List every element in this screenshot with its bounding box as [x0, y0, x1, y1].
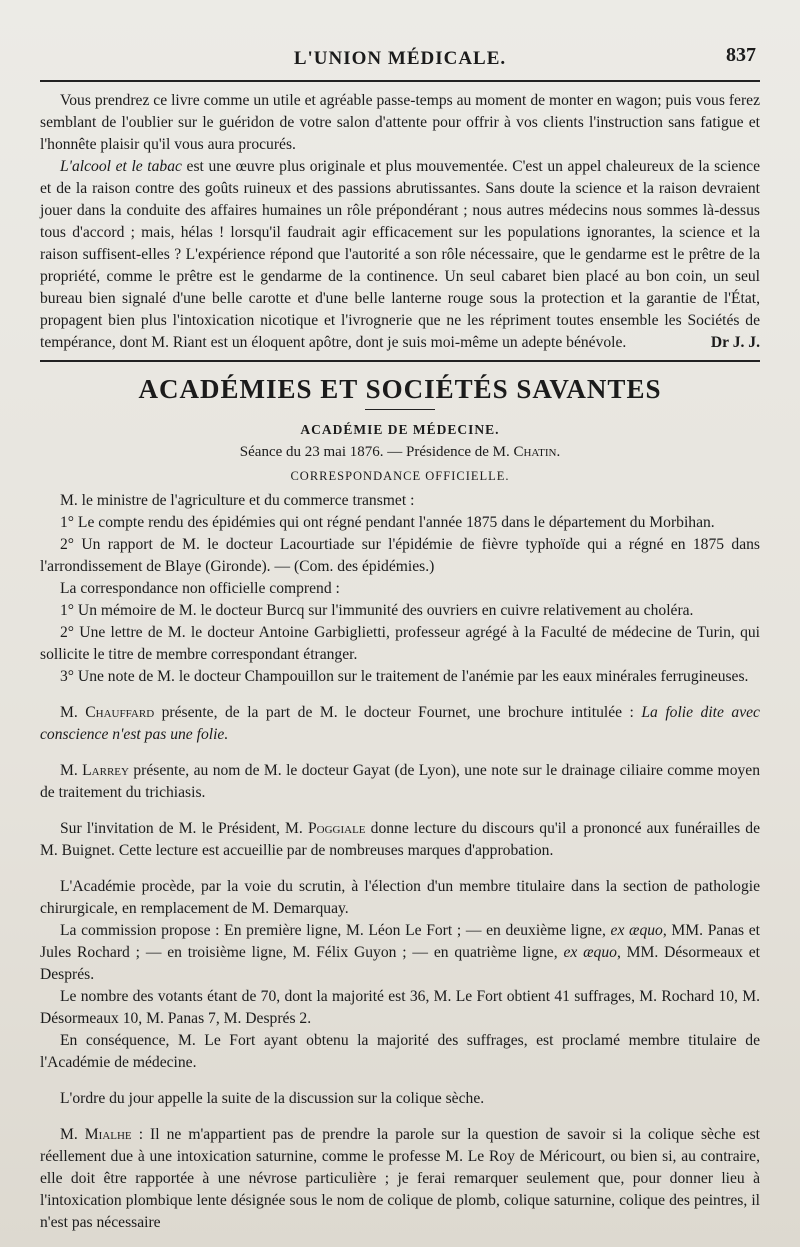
- review-paragraph: Vous prendrez ce livre comme un utile et agréable passe-temps au moment de monter en wagon; puis vous ferez semblant de l'oublier sur le guéridon de votre salon d'attente pour offrir à vos clients l'instruction sans fatigue et l'honnête plaisir qu'il vous aura procurés.: [40, 92, 760, 153]
- session-text: Séance du 23 mai 1876. — Présidence de M.: [239, 444, 514, 460]
- minutes-paragraph: [40, 920, 760, 986]
- minutes-text: : Il ne m'appartient pas de prendre la parole sur la question de savoir si la colique sèche est réellement due à une intoxication saturnine, comme le professe M. Le Roy de Méricourt, ou bien si, au contraire, elle doit être rapportée à une névrose particulière ; je ferai remarquer seulement que, pour donner lieu à l'intoxication plombique lente désignée sous le nom de colique de plomb, colique saturnine, colique des peintres, il n'est pas nécessaire: [40, 1126, 760, 1231]
- minutes-text: La commission propose : En première ligne, M. Léon Le Fort ; — en deuxième ligne,: [60, 922, 611, 939]
- title-rule: [365, 409, 435, 410]
- review-text: est une œuvre plus originale et plus mouvementée. C'est un appel chaleureux de la science et de la raison contre des goûts ruineux et des passions abrutissantes. Sans doute la science et la raison devraient jouer dans la conduite des affaires humaines un rôle prépondérant ; nous autres médecins nous sommes là-dessus tous d'accord ; mais, hélas ! lorsqu'il faudrait agir efficacement sur les populations ignorantes, la science et la raison suffisent-elles ? L'expérience répond que l'autorité a son rôle nécessaire, que le gendarme est le prêtre de la propriété, comme le prêtre est le gendarme de la continence. Un seul cabaret bien placé au bon coin, un seul bureau bien signalé d'une belle carotte et d'une belle lanterne rouge sous la protection et la garantie de l'État, propagent bien plus l'intoxication nicotique et l'ivrognerie que ne les répriment toutes ensemble les Sociétés de tempérance, dont M. Riant est un éloquent apôtre, dont je suis moi-même un adepte bénévole.: [40, 158, 760, 351]
- book-review: [40, 90, 760, 354]
- latin-term: ex æquo: [563, 944, 617, 961]
- book-title: L'alcool et le tabac: [60, 158, 182, 175]
- speaker-name: M. Chauffard: [60, 704, 155, 721]
- minutes-text: présente, au nom de M. le docteur Gayat (de Lyon), une note sur le drainage ciliaire comme moyen de traitement du trichiasis.: [40, 762, 761, 801]
- minutes-paragraph: 2° Une lettre de M. le docteur Antoine Garbiglietti, professeur agrégé à la Faculté de médecine de Turin, qui sollicite le titre de membre correspondant étranger.: [40, 624, 760, 663]
- minutes-text: Sur l'invitation de M. le Président, M.: [60, 820, 308, 837]
- minutes-paragraph: L'ordre du jour appelle la suite de la discussion sur la colique sèche.: [60, 1090, 485, 1107]
- session-end: .: [556, 444, 561, 460]
- minutes-paragraph: [40, 760, 760, 804]
- section-divider: [40, 360, 760, 362]
- minutes-text: , MM. Panas et Jules Rochard ; — en troisième ligne, M. Félix Guyon ; — en quatrième ligne,: [40, 922, 760, 961]
- running-title: L'UNION MÉDICALE.: [293, 48, 507, 69]
- minutes-paragraph: 2° Un rapport de M. le docteur Lacourtiade sur l'épidémie de fièvre typhoïde qui a régné en 1875 dans l'arrondissement de Blaye (Gironde). — (Com. des épidémies.): [40, 536, 760, 575]
- brochure-title: La folie dite avec conscience n'est pas une folie.: [40, 704, 760, 743]
- minutes-body: [40, 490, 760, 1234]
- minutes-paragraph: M. le ministre de l'agriculture et du commerce transmet :: [60, 492, 415, 509]
- minutes-paragraph: En conséquence, M. Le Fort ayant obtenu la majorité des suffrages, est proclamé membre titulaire de l'Académie de médecine.: [40, 1032, 760, 1071]
- session-line: [40, 444, 760, 461]
- minutes-paragraph: La correspondance non officielle comprend :: [60, 580, 340, 597]
- page-header: [40, 42, 760, 82]
- speaker-name: M. Mialhe: [60, 1126, 132, 1143]
- page-number: 837: [726, 44, 756, 66]
- minutes-paragraph: [40, 702, 760, 746]
- academy-heading: ACADÉMIE DE MÉDECINE.: [300, 422, 500, 437]
- minutes-paragraph: 1° Un mémoire de M. le docteur Burcq sur l'immunité des ouvriers en cuivre relativement au choléra.: [60, 602, 694, 619]
- minutes-paragraph: Le nombre des votants étant de 70, dont la majorité est 36, M. Le Fort obtient 41 suffrages, M. Rochard 10, M. Désormeaux 10, M. Panas 7, M. Després 2.: [40, 988, 760, 1027]
- speaker-name: Poggiale: [307, 820, 366, 837]
- minutes-paragraph: L'Académie procède, par la voie du scrutin, à l'élection d'un membre titulaire dans la section de pathologie chirurgicale, en remplacement de M. Demarquay.: [40, 878, 760, 917]
- signature: Dr J. J.: [710, 334, 760, 351]
- section-title: ACADÉMIES ET SOCIÉTÉS SAVANTES: [138, 374, 662, 404]
- minutes-paragraph: 3° Une note de M. le docteur Champouillon sur le traitement de l'anémie par les eaux minérales ferrugineuses.: [60, 668, 749, 685]
- president-name: Chatin: [513, 444, 557, 460]
- minutes-text: présente, de la part de M. le docteur Fournet, une brochure intitulée :: [154, 704, 642, 721]
- correspondence-heading: CORRESPONDANCE OFFICIELLE.: [290, 469, 510, 483]
- minutes-text: donne lecture du discours qu'il a prononcé aux funérailles de M. Buignet. Cette lecture est accueillie par de nombreuses marques d'approbation.: [40, 820, 760, 859]
- minutes-paragraph: [40, 818, 760, 862]
- speaker-name: M. Larrey: [60, 762, 129, 779]
- latin-term: ex æquo: [610, 922, 663, 939]
- review-paragraph: [40, 156, 760, 354]
- minutes-paragraph: 1° Le compte rendu des épidémies qui ont régné pendant l'année 1875 dans le département du Morbihan.: [60, 514, 715, 531]
- minutes-text: , MM. Désormeaux et Després.: [40, 944, 760, 983]
- minutes-paragraph: [40, 1124, 760, 1234]
